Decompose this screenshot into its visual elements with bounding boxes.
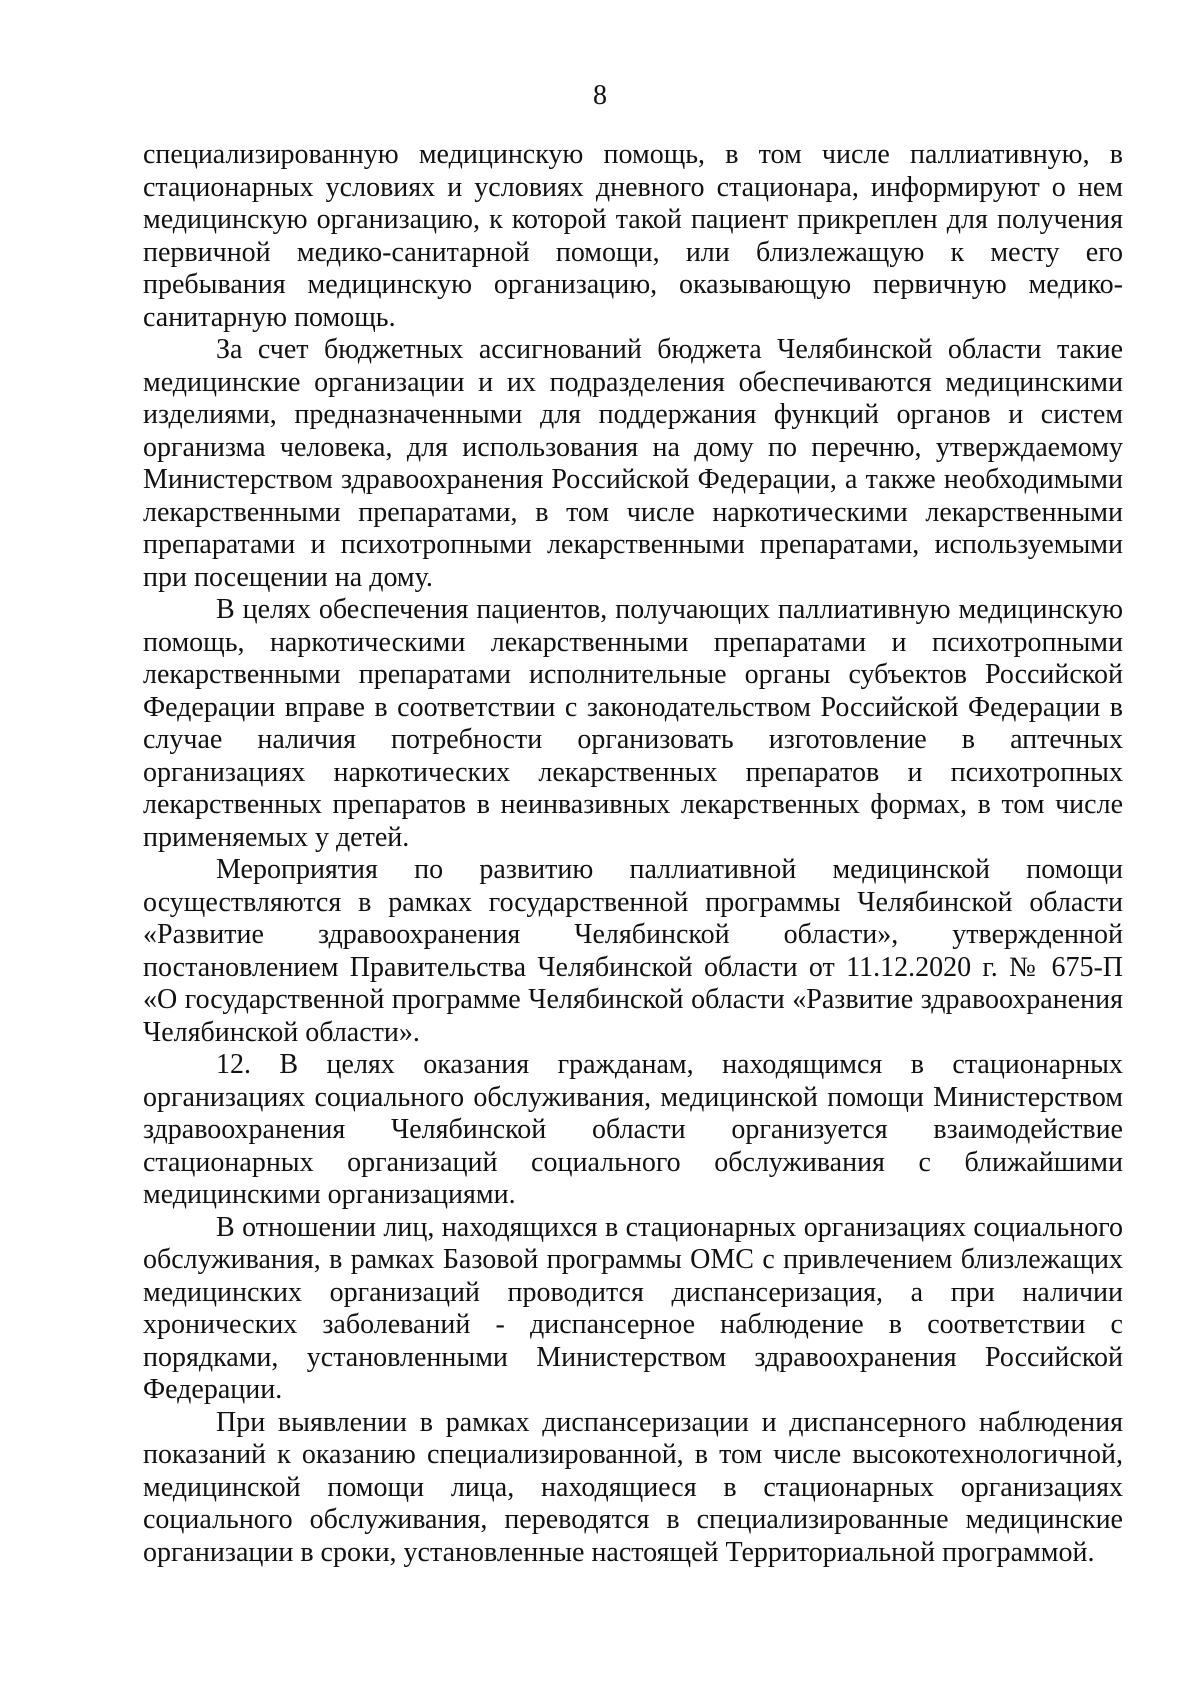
paragraph-dispensary: В отношении лиц, находящихся в стационарных организациях социального обслуживания, в рамках Базовой программы ОМС с привлечением близлежащих медицинских организаций проводится диспансеризация, а при наличии хронических заболеваний - диспансерное наблюдение в соответствии с порядками, установленными Министерством здравоохранения Российской Федерации. — [143, 1211, 1123, 1405]
page-number: 8 — [593, 80, 607, 111]
paragraph-item-12: 12. В целях оказания гражданам, находящимся в стационарных организациях социального обслуживания, медицинской помощи Министерством здравоохранения Челябинской области организуется взаимодействие стационарных организаций социального обслуживания с ближайшими медицинскими организациями. — [143, 1049, 1123, 1210]
document-body — [143, 139, 1123, 1569]
paragraph-state-program: Мероприятия по развитию паллиативной медицинской помощи осуществляются в рамках государственной программы Челябинской области «Развитие здравоохранения Челябинской области», утвержденной постановлением Правительства Челябинской области от 11.12.2020 г. № 675-П «О государственной программе Челябинской области «Развитие здравоохранения Челябинской области». — [143, 854, 1123, 1048]
paragraph-narcotic-drugs: В целях обеспечения пациентов, получающих паллиативную медицинскую помощь, наркотическими лекарственными препаратами и психотропными лекарственными препаратами исполнительные органы субъектов Российской Федерации вправе в соответствии с законодательством Российской Федерации в случае наличия потребности организовать изготовление в аптечных организациях наркотических лекарственных препаратов и психотропных лекарственных препаратов в неинвазивных лекарственных формах, в том числе применяемых у детей. — [143, 594, 1123, 853]
paragraph-budget-funding: За счет бюджетных ассигнований бюджета Челябинской области такие медицинские организации и их подразделения обеспечиваются медицинскими изделиями, предназначенными для поддержания функций органов и систем организма человека, для использования на дому по перечню, утверждаемому Министерством здравоохранения Российской Федерации, а также необходимыми лекарственными препаратами, в том числе наркотическими лекарственными препаратами и психотропными лекарственными препаратами, используемыми при посещении на дому. — [143, 334, 1123, 593]
paragraph-continuation: специализированную медицинскую помощь, в том числе паллиативную, в стационарных условиях и условиях дневного стационара, информируют о нем медицинскую организацию, к которой такой пациент прикреплен для получения первичной медико-санитарной помощи, или близлежащую к месту его пребывания медицинскую организацию, оказывающую первичную медико-санитарную помощь. — [143, 139, 1123, 333]
paragraph-transfer: При выявлении в рамках диспансеризации и диспансерного наблюдения показаний к оказанию специализированной, в том числе высокотехнологичной, медицинской помощи лица, находящиеся в стационарных организациях социального обслуживания, переводятся в специализированные медицинские организации в сроки, установленные настоящей Территориальной программой. — [143, 1406, 1123, 1568]
